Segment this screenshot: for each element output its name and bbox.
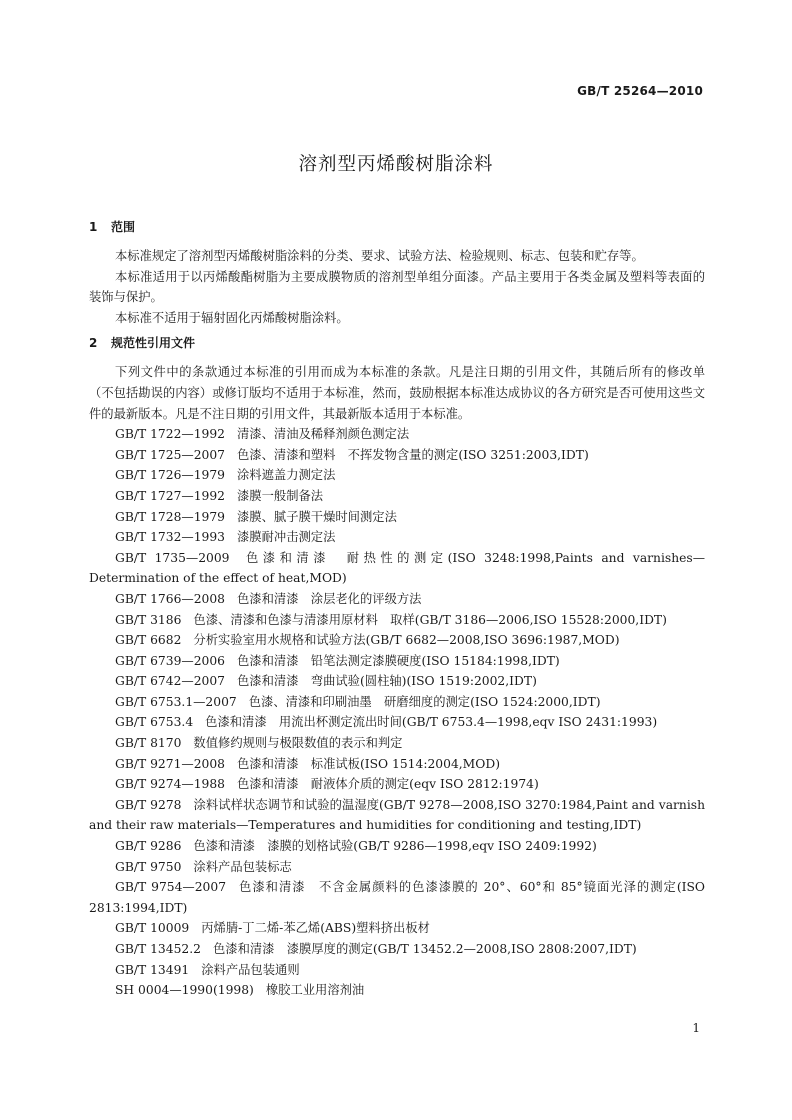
reference-code: GB/T 1735—2009 [115,550,230,565]
reference-title: 色漆和清漆 不含金属颜料的色漆漆膜的 20°、60°和 85°镜面光泽的测定(ISO 2813:1994,IDT) [89,880,705,915]
page-number: 1 [692,1021,700,1035]
reference-title: 涂料遮盖力测定法 [237,468,336,483]
reference-title: 漆膜、腻子膜干燥时间测定法 [237,509,397,524]
reference-title: 色漆和清漆 标准试板(ISO 1514:2004,MOD) [237,756,501,771]
reference-title: 橡胶工业用溶剂油 [265,983,365,998]
reference-item [89,774,705,795]
reference-item [89,795,705,836]
reference-code: GB/T 13491 [115,962,190,977]
reference-title: 色漆和清漆 漆膜的划格试验(GB/T 9286—1998,eqv ISO 2409:1992) [193,839,597,854]
reference-item [89,589,705,610]
section-number: 2 [89,336,98,351]
reference-code: GB/T 9271—2008 [115,756,225,771]
reference-item [89,630,705,651]
reference-code: GB/T 8170 [115,736,182,751]
reference-item [89,651,705,672]
reference-item [89,939,705,960]
reference-code: GB/T 1726—1979 [115,468,225,483]
reference-list [89,424,705,1001]
reference-title: 涂料产品包装通则 [201,962,300,977]
reference-code: GB/T 6742—2007 [115,674,225,689]
reference-title: 漆膜耐冲击测定法 [237,530,336,545]
document-title: 溶剂型丙烯酸树脂涂料 [298,154,494,175]
reference-title: 数值修约规则与极限数值的表示和判定 [193,736,403,751]
reference-title: 丙烯腈-丁二烯-苯乙烯(ABS)塑料挤出板材 [201,921,430,936]
reference-code: GB/T 1732—1993 [115,530,225,545]
reference-code: GB/T 1722—1992 [115,427,225,442]
reference-title: 色漆、清漆和印刷油墨 研磨细度的测定(ISO 1524:2000,IDT) [248,694,601,709]
references-intro: 下列文件中的条款通过本标准的引用而成为本标准的条款。凡是注日期的引用文件，其随后所有的修改单（不包括勘误的内容）或修订版均不适用于本标准，然而，鼓励根据本标准达成协议的各方研究是否可使用这些文件的最新版本。凡是不注日期的引用文件，其最新版本适用于本标准。 [89,365,705,421]
reference-title: 清漆、清油及稀释剂颜色测定法 [237,427,410,442]
reference-code: GB/T 6753.4 [115,715,194,730]
reference-title: 色漆和清漆 弯曲试验(圆柱轴)(ISO 1519:2002,IDT) [237,674,537,689]
scope-paragraph: 本标准规定了溶剂型丙烯酸树脂涂料的分类、要求、试验方法、检验规则、标志、包装和贮存等。 [115,249,644,263]
reference-code: GB/T 1728—1979 [115,509,225,524]
reference-title: 色漆、清漆和色漆与清漆用原材料 取样(GB/T 3186—2006,ISO 15528:2000,IDT) [193,612,667,627]
reference-title: 涂料产品包装标志 [193,859,292,874]
reference-code: GB/T 6739—2006 [115,653,225,668]
reference-title: 色漆、清漆和塑料 不挥发物含量的测定(ISO 3251:2003,IDT) [237,447,589,462]
reference-code: GB/T 10009 [115,921,190,936]
section-title: 范围 [111,220,136,234]
scope-paragraph: 本标准不适用于辐射固化丙烯酸树脂涂料。 [115,310,349,325]
reference-title: 涂料试样状态调节和试验的温湿度(GB/T 9278—2008,ISO 3270:1984,Paint and varnish and their raw materials—Temperatures and humidities for conditioning and testing,IDT) [89,797,705,833]
reference-code: SH 0004—1990(1998) [115,983,254,998]
reference-title: 色漆和清漆 铅笔法测定漆膜硬度(ISO 15184:1998,IDT) [237,653,560,668]
reference-code: GB/T 6682 [115,633,182,648]
section-number: 1 [89,220,98,234]
reference-code: GB/T 1727—1992 [115,488,225,503]
reference-title: 色漆和清漆 用流出杯测定流出时间(GB/T 6753.4—1998,eqv ISO 2431:1993) [205,715,658,730]
reference-item [89,918,705,939]
reference-item [89,548,705,589]
reference-code: GB/T 9286 [115,839,182,854]
scope-paragraph: 本标准适用于以丙烯酸酯树脂为主要成膜物质的溶剂型单组分面漆。产品主要用于各类金属及塑料等表面的装饰与保护。 [89,269,705,305]
reference-item [89,857,705,878]
reference-title: 色漆和清漆 漆膜厚度的测定(GB/T 13452.2—2008,ISO 2808:2007,IDT) [212,942,637,956]
reference-item [89,671,705,692]
reference-code: GB/T 3186 [115,612,182,627]
reference-item [89,507,705,528]
reference-item [89,424,705,445]
reference-item [89,877,705,918]
reference-code: GB/T 1766—2008 [115,591,225,606]
reference-item [89,486,705,507]
reference-item [89,960,705,981]
reference-item [89,465,705,486]
reference-title: 色漆和清漆 耐液体介质的测定(eqv ISO 2812:1974) [237,777,539,792]
reference-item [89,754,705,775]
reference-title: 漆膜一般制备法 [237,488,324,503]
reference-item [89,712,705,733]
reference-item [89,836,705,857]
reference-item [89,692,705,713]
reference-item [89,980,705,1001]
reference-title: 分析实验室用水规格和试验方法(GB/T 6682—2008,ISO 3696:1987,MOD) [193,633,620,648]
reference-item [89,733,705,754]
standard-code: GB/T 25264—2010 [577,84,703,98]
section-title: 规范性引用文件 [111,336,196,351]
reference-item [89,610,705,631]
reference-code: GB/T 9278 [115,797,182,812]
section-2-heading [89,333,705,354]
reference-code: GB/T 13452.2 [115,942,201,956]
reference-item [89,527,705,548]
reference-code: GB/T 1725—2007 [115,447,225,462]
reference-title: 色漆和清漆 涂层老化的评级方法 [237,591,422,606]
reference-item [89,445,705,466]
reference-code: GB/T 9754—2007 [115,880,227,895]
reference-code: GB/T 9750 [115,859,182,874]
reference-title: 色漆和清漆 耐热性的测定(ISO 3248:1998,Paints and varnishes—Determination of the effect of heat,MOD) [89,550,705,586]
document-body [89,217,705,1001]
section-1-heading [89,217,705,238]
reference-code: GB/T 6753.1—2007 [115,694,237,709]
reference-code: GB/T 9274—1988 [115,777,225,792]
